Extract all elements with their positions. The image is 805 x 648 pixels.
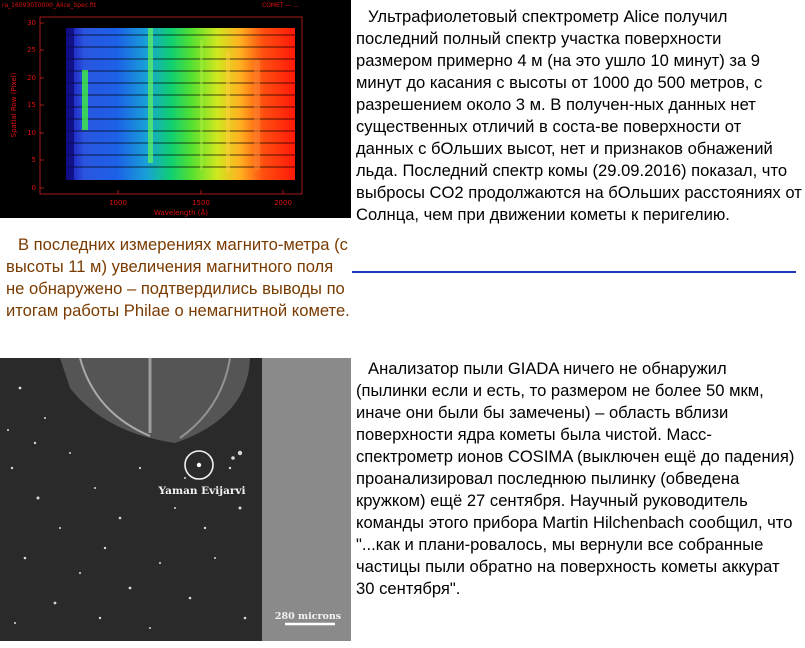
y-tick-label: 20	[27, 74, 36, 82]
cosima-particle-image	[0, 358, 351, 641]
y-tick-label: 30	[27, 19, 36, 27]
magnetometer-paragraph: В последних измерениях магнито-метра (с высоты 11 м) увеличения магнитного поля не обнаружено – подтвердились выводы по итогам работы Philae о немагнитной комете.	[6, 235, 350, 320]
separator-line	[352, 271, 796, 273]
y-tick-label: 25	[27, 46, 36, 54]
y-tick-label: 0	[31, 184, 36, 192]
particle-label: Yaman Evijarvi	[158, 485, 246, 497]
y-axis-label: Spatial Row (Pixel)	[10, 72, 18, 138]
x-tick-label: 1000	[109, 199, 127, 207]
x-tick-label: 2000	[274, 199, 292, 207]
alice-spectrum-figure	[0, 0, 351, 218]
y-tick-label: 15	[27, 101, 36, 109]
y-tick-label: 10	[27, 129, 36, 137]
spectrum-title-right: COMET — ...	[262, 2, 300, 9]
spectrum-plot	[0, 0, 351, 218]
scale-label: 280 microns	[274, 611, 342, 622]
alice-paragraph: Ультрафиолетовый спектрометр Alice получил последний полный спектр участка поверхности размером примерно 4 м (на это ушло 10 минут) за 9 минут до касания с высоты от 1000 до 500 метров, с разрешением около 3 м. В получен-ных данных нет существенных отличий в соста-ве поверхности от данных с бОльших высот, нет и признаков обнажений льда. Последний спектр комы (29.09.2016) показал, что выбросы CO2 продолжаются на бОльших расстояниях от Солнца, чем при движении кометы к перигелию.	[356, 7, 802, 224]
particle-micrograph	[0, 358, 351, 641]
giada-cosima-paragraph: Анализатор пыли GIADA ничего не обнаружил (пылинки если и есть, то размером не более 50 мкм, иначе они были бы замечены) – область вблизи поверхности ядра кометы была чистой. Масс-спектрометр ионов COSIMA (выключен ещё до падения) проанализировал последнюю пылинку (обведена кружком) ещё 27 сентября. Научный руководитель команды этого прибора Martin Hilchenbach сообщил, что "...как и плани-ровалось, мы вернули все собранные частицы пыли обратно на поверхность кометы аккурат 30 сентября".	[356, 359, 795, 598]
spectrum-heatmap	[66, 28, 295, 180]
x-axis-label: Wavelength (Å)	[153, 209, 209, 217]
spectrum-title: ra_160930T0000_Alice_Spec.fit	[2, 2, 97, 9]
x-tick-label: 1500	[192, 199, 210, 207]
target-plate	[262, 358, 351, 641]
y-tick-label: 5	[31, 156, 36, 164]
